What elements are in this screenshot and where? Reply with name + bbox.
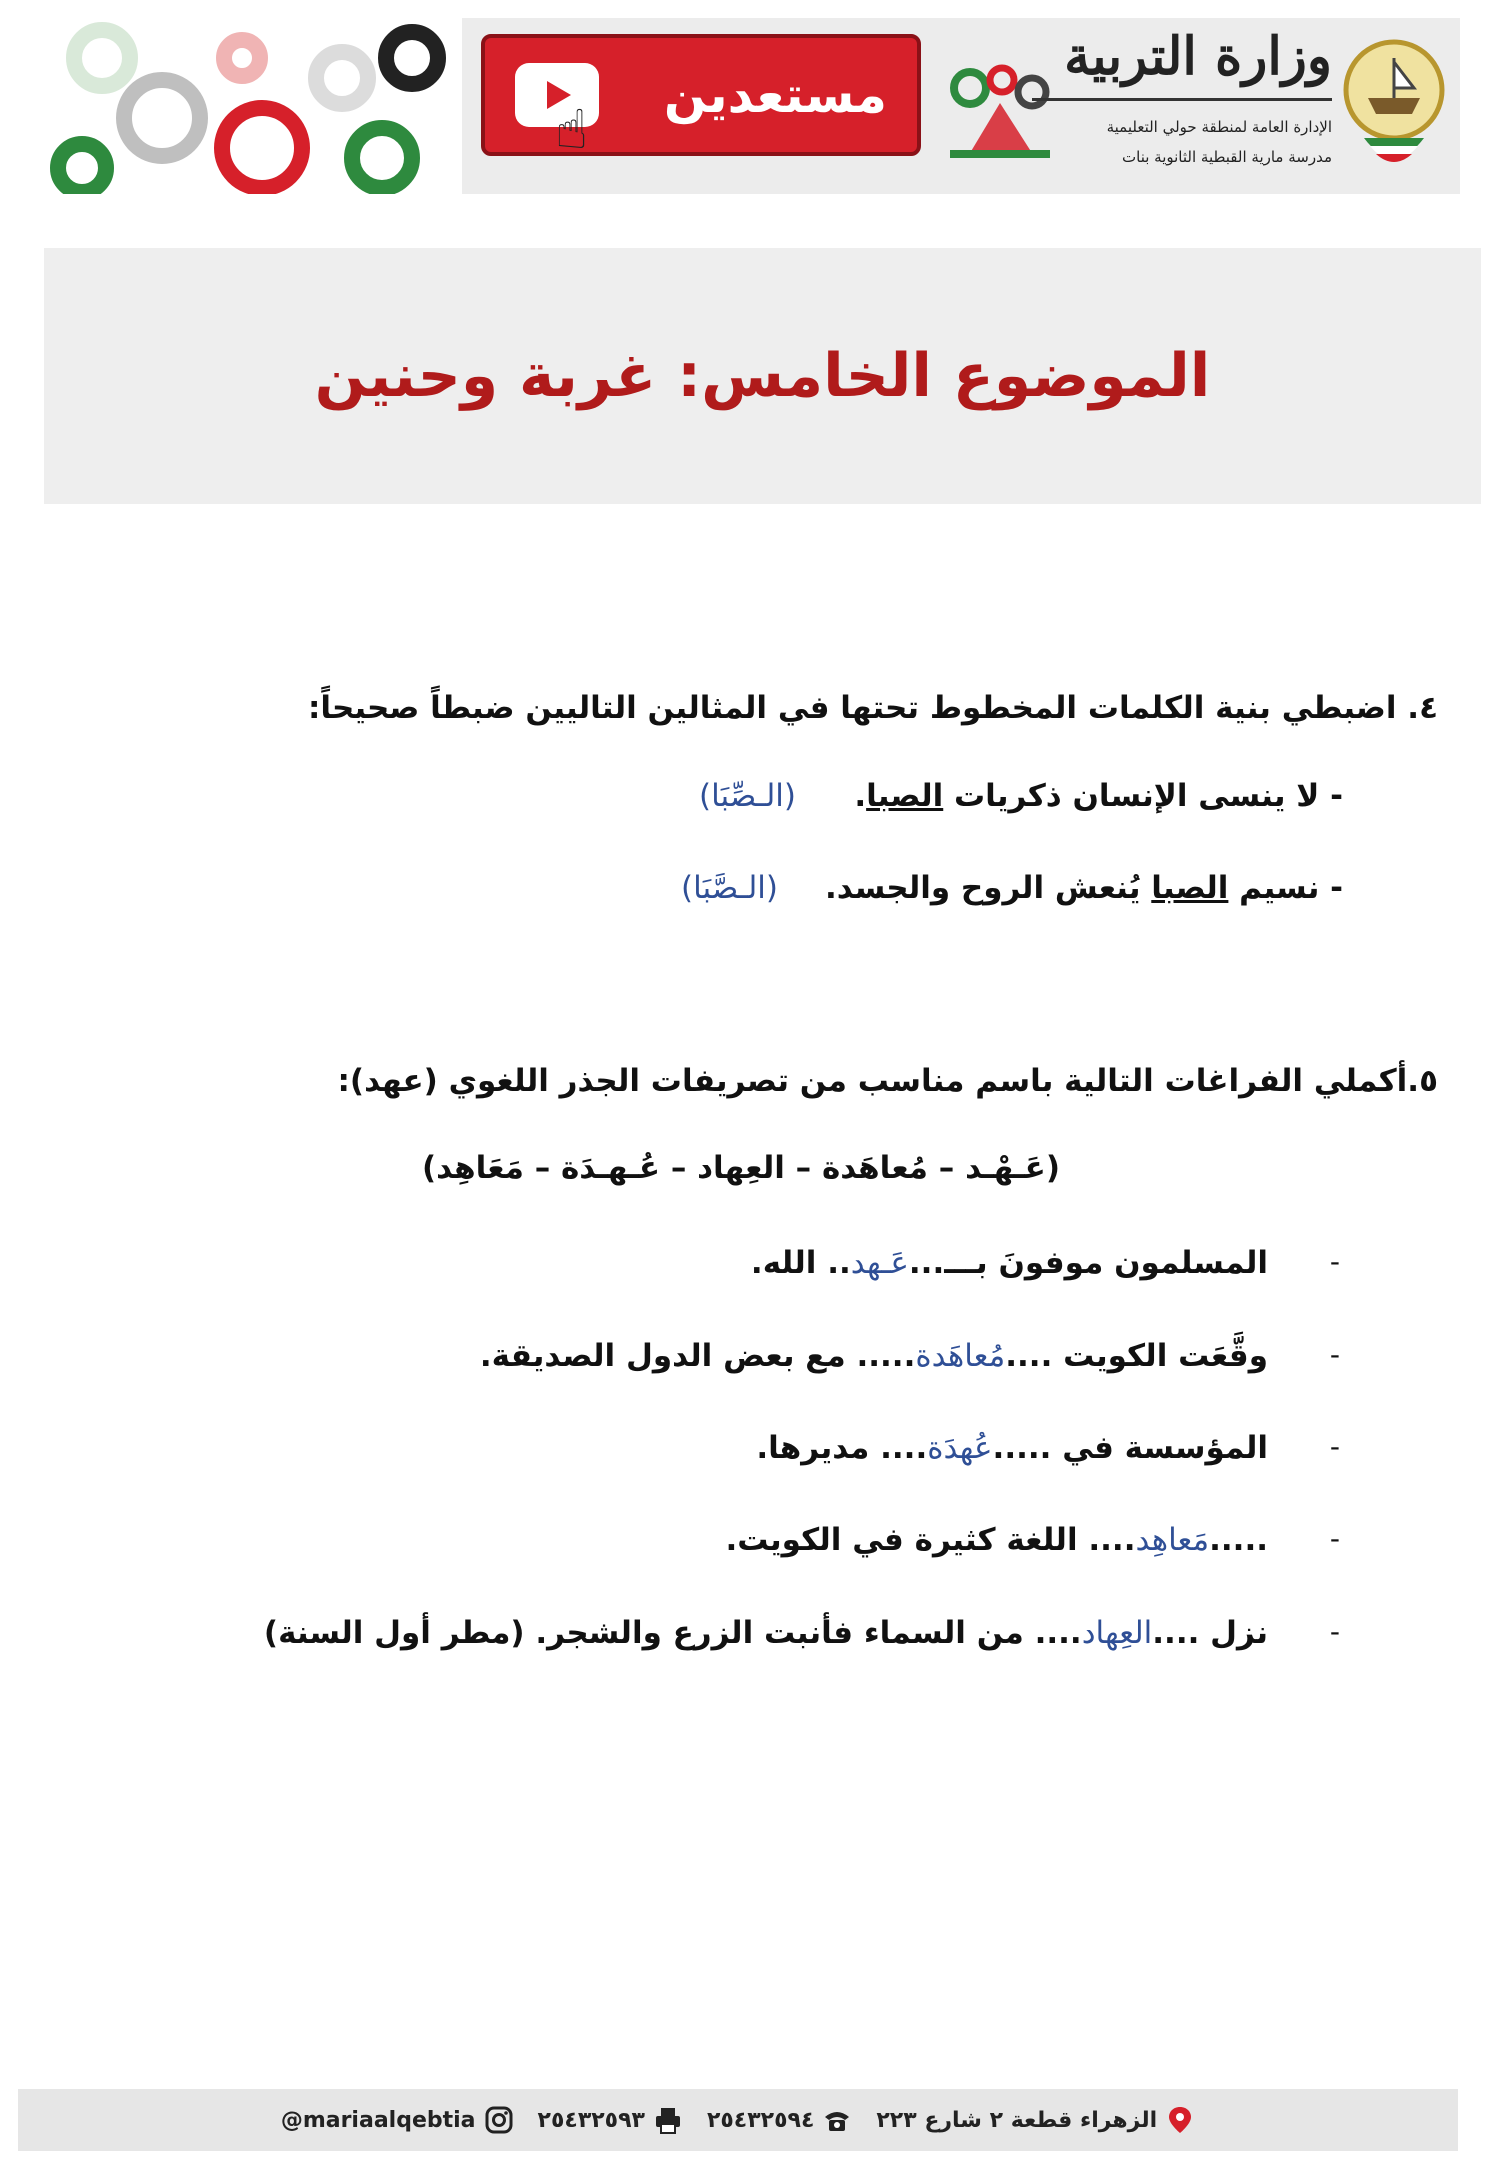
question-5-item-4 bbox=[725, 1522, 1268, 1558]
question-4-item-1 bbox=[854, 778, 1343, 814]
item-text-end: .... من السماء فأنبت الزرع والشجر. (مطر أول السنة) bbox=[263, 1615, 1082, 1651]
youtube-subscribe-button[interactable] bbox=[481, 34, 921, 161]
item-text-end: .... اللغة كثيرة في الكويت. bbox=[725, 1522, 1136, 1558]
question-5-item-1 bbox=[751, 1245, 1268, 1281]
location-pin-icon bbox=[1165, 2105, 1195, 2135]
gears-decoration bbox=[42, 18, 462, 194]
school-name: مدرسة مارية القبطية الثانوية بنات bbox=[1122, 148, 1332, 166]
phone-icon bbox=[822, 2105, 852, 2135]
underlined-word: الصبا bbox=[866, 778, 944, 814]
header-banner bbox=[42, 18, 1460, 194]
answer-word: العِهاد bbox=[1081, 1615, 1153, 1651]
school-identity bbox=[932, 18, 1460, 194]
item-text: - لا ينسى الإنسان ذكريات bbox=[943, 778, 1343, 814]
answer-word: عَـهد bbox=[850, 1245, 909, 1281]
question-5-item-5 bbox=[264, 1615, 1268, 1651]
item-text: - نسيم bbox=[1228, 870, 1343, 906]
kuwait-emblem-icon bbox=[1338, 28, 1450, 184]
question-5-prompt: ٥.أكملي الفراغات التالية باسم مناسب من تصريفات الجذر اللغوي (عهد): bbox=[337, 1063, 1438, 1099]
item-text: ..... bbox=[1209, 1522, 1268, 1558]
phone-number: ٢٥٤٣٢٥٩٤ bbox=[706, 2107, 815, 2133]
question-4-answer-2: (الـصَّبَا) bbox=[680, 870, 778, 906]
footer-fax bbox=[538, 2105, 683, 2135]
ministry-divider bbox=[1032, 98, 1332, 101]
item-text: وقَّعَت الكويت .... bbox=[1005, 1338, 1268, 1374]
fax-icon bbox=[653, 2105, 683, 2135]
question-5-options: (عَـهْـد – مُعاهَدة – العِهاد – عُـهـدَة – مَعَاهِد) bbox=[422, 1150, 1060, 1186]
gears-icon bbox=[42, 18, 462, 194]
answer-word: مُعاهَدة bbox=[915, 1338, 1006, 1374]
address-text: الزهراء قطعة ٢ شارع ٢٢٣ bbox=[876, 2107, 1158, 2133]
question-4-prompt: ٤. اضبطي بنية الكلمات المخطوط تحتها في المثالين التاليين ضبطاً صحيحاً: bbox=[307, 690, 1438, 726]
instagram-handle[interactable]: @mariaalqebtia bbox=[280, 2107, 476, 2133]
bullet-dash: - bbox=[1329, 1245, 1340, 1278]
question-5-item-2 bbox=[480, 1338, 1268, 1374]
bullet-dash: - bbox=[1329, 1615, 1340, 1648]
item-text: المسلمون موفونَ بـــ... bbox=[908, 1245, 1268, 1281]
page-title: الموضوع الخامس: غربة وحنين bbox=[314, 341, 1211, 411]
underlined-word: الصبا bbox=[1151, 870, 1229, 906]
bullet-dash: - bbox=[1329, 1338, 1340, 1371]
item-text-end: .... مديرها. bbox=[756, 1430, 928, 1466]
ministry-region: الإدارة العامة لمنطقة حولي التعليمية bbox=[1106, 118, 1332, 136]
item-text-end: .. الله. bbox=[750, 1245, 851, 1281]
answer-word: مَعاهِد bbox=[1135, 1522, 1210, 1558]
footer-instagram[interactable] bbox=[281, 2105, 514, 2135]
fax-number: ٢٥٤٣٢٥٩٣ bbox=[537, 2107, 645, 2133]
item-text: نزل .... bbox=[1152, 1615, 1268, 1651]
footer-contact-bar bbox=[18, 2089, 1458, 2151]
item-text-end: . bbox=[854, 778, 867, 814]
bullet-dash: - bbox=[1329, 1522, 1340, 1555]
question-5-item-3 bbox=[756, 1430, 1268, 1466]
question-4-item-2 bbox=[825, 870, 1343, 906]
pointer-hand-icon: ☝ bbox=[555, 98, 588, 161]
footer-phone bbox=[707, 2105, 852, 2135]
footer-address bbox=[876, 2105, 1195, 2135]
item-text-end: ..... مع بعض الدول الصديقة. bbox=[479, 1338, 916, 1374]
instagram-icon bbox=[484, 2105, 514, 2135]
ministry-title: وزارة التربية bbox=[1064, 26, 1332, 87]
school-logo-icon bbox=[940, 58, 1060, 168]
bullet-dash: - bbox=[1329, 1430, 1340, 1463]
answer-word: عُهدَة bbox=[927, 1430, 993, 1466]
question-4-answer-1: (الـصِّبَا) bbox=[698, 778, 796, 814]
title-box bbox=[44, 248, 1481, 504]
item-text-end: يُنعش الروح والجسد. bbox=[825, 870, 1152, 906]
subscribe-label: مستعدين bbox=[663, 66, 887, 124]
item-text: المؤسسة في ..... bbox=[992, 1430, 1268, 1466]
